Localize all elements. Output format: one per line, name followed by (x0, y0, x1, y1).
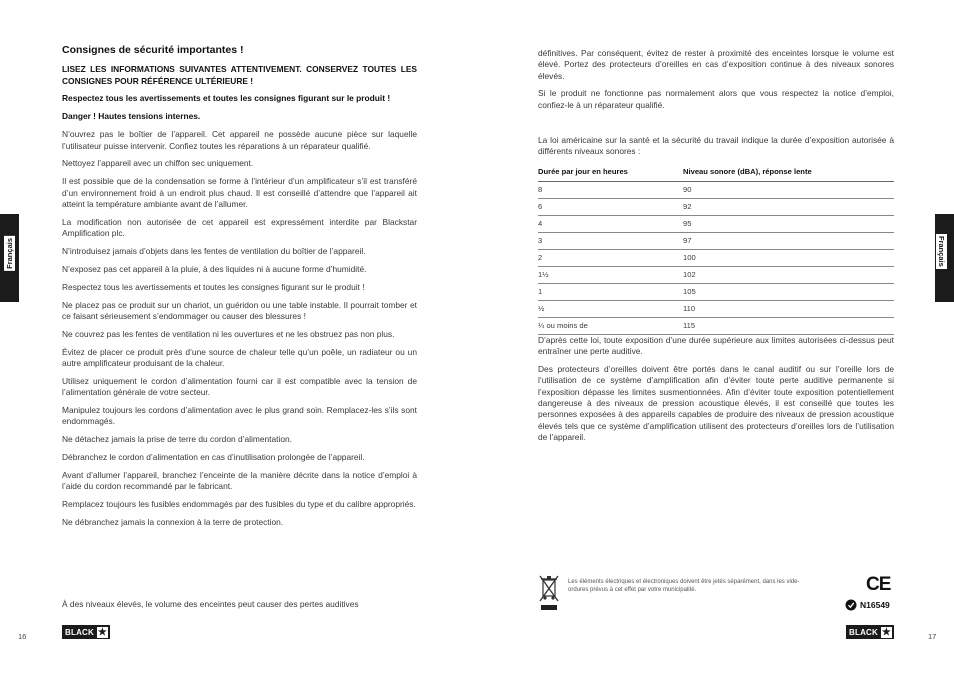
table-row (538, 233, 894, 250)
sound-level-cell: 97 (683, 233, 894, 250)
duration-cell: 6 (538, 199, 683, 216)
sound-level-cell: 90 (683, 182, 894, 199)
table-intro: La loi américaine sur la santé et la sécurité du travail indique la durée d’exposition autorisée à différents niveaux sonores : (538, 135, 894, 157)
sound-level-cell: 95 (683, 216, 894, 233)
ce-mark-icon: CE (866, 574, 891, 595)
safety-paragraph: Ne couvrez pas les fentes de ventilation ni les ouvertures et ne les obstruez pas non plus. (62, 328, 395, 339)
hearing-paragraph: Si le produit ne fonctionne pas normalement alors que vous respectez la notice d’emploi, confiez-le à un réparateur qualifié. (538, 88, 894, 110)
safety-paragraph: La modification non autorisée de cet appareil est expressément interdite par Blackstar Amplification plc. (62, 216, 417, 239)
safety-paragraph: Il est possible que de la condensation se forme à l’intérieur d’un amplificateur s’il est transféré d’un environnement froid à un endroit plus chaud. Il est conseillé d’attendre que l’appareil ait atteint la température ambiante avant de l’allumer. (62, 176, 417, 209)
sound-level-cell: 115 (683, 318, 894, 335)
table-row (538, 199, 894, 216)
ctick-mark (845, 599, 890, 611)
duration-cell: 1 (538, 284, 683, 301)
table-header-row (538, 164, 894, 182)
duration-cell: ½ (538, 301, 683, 318)
safety-column (62, 45, 417, 535)
safety-paragraph: Respectez tous les avertissements et toutes les consignes figurant sur le produit ! (62, 281, 365, 292)
table-row (538, 182, 894, 199)
noise-exposure-table (538, 164, 894, 335)
language-tab-label: Français (5, 238, 14, 269)
table-row (538, 267, 894, 284)
page-heading: Consignes de sécurité importantes ! (62, 44, 244, 56)
hearing-column (538, 48, 894, 118)
hearing-paragraph: définitives. Par conséquent, évitez de rester à proximité des enceintes lorsque le volume est élevé. Portez des protecteurs d’oreilles en cas d’exposition continue à des niveaux sonores élevés. (538, 48, 894, 81)
duration-cell: 3 (538, 233, 683, 250)
table-row (538, 318, 894, 335)
safety-paragraph: Débranchez le cordon d’alimentation en cas d’inutilisation prolongée de l’appareil. (62, 452, 365, 463)
table-header: Durée par jour en heures (538, 164, 683, 182)
duration-cell: ¼ ou moins de (538, 318, 683, 335)
hearing-paragraphs (538, 48, 894, 111)
bold-danger: Danger ! Hautes tensions internes. (62, 111, 201, 122)
safety-paragraph: Manipulez toujours les cordons d’alimentation avec le plus grand soin. Remplacez-les s’ils sont endommagés. (62, 405, 417, 427)
safety-paragraph: Avant d’allumer l’appareil, branchez l’enceinte de la manière décrite dans la notice d’emploi à l’aide du cordon recommandé par le fabricant. (62, 470, 417, 492)
safety-paragraphs (62, 129, 417, 528)
safety-paragraph: Ne débranchez jamais la connexion à la terre de protection. (62, 517, 284, 528)
duration-cell: 4 (538, 216, 683, 233)
safety-paragraph: Ne placez pas ce produit sur un chariot, un guéridon ou une table instable. Il pourrait tomber et ce faisant sérieusement s’endommager ou causer des blessures ! (62, 299, 417, 321)
safety-paragraph: Nettoyez l’appareil avec un chiffon sec uniquement. (62, 158, 254, 169)
page-number: 16 (18, 632, 27, 641)
logo-text: BLACK (65, 627, 94, 637)
hearing-paragraph-start: À des niveaux élevés, le volume des enceintes peut causer des pertes auditives (62, 599, 359, 609)
language-tab-label: Français (937, 236, 946, 267)
safety-paragraph: Ne détachez jamais la prise de terre du cordon d’alimentation. (62, 434, 292, 445)
ctick-icon (845, 599, 857, 611)
sound-level-cell: 100 (683, 250, 894, 267)
table-row (538, 301, 894, 318)
bold-respect: Respectez tous les avertissements et toutes les consignes figurant sur le produit ! (62, 93, 391, 104)
duration-cell: 1½ (538, 267, 683, 284)
duration-cell: 2 (538, 250, 683, 267)
duration-cell: 8 (538, 182, 683, 199)
safety-paragraph: N’introduisez jamais d’objets dans les fentes de ventilation du boîtier de l’appareil. (62, 246, 366, 257)
blackstar-logo (846, 625, 894, 639)
table-row (538, 250, 894, 267)
sound-level-cell: 102 (683, 267, 894, 284)
table-row (538, 284, 894, 301)
ctick-label: N16549 (860, 600, 890, 610)
safety-paragraph: Utilisez uniquement le cordon d’alimentation fourni car il est compatible avec la tension de l’alimentation générale de votre secteur. (62, 375, 417, 398)
sound-level-cell: 110 (683, 301, 894, 318)
bold-intro: LISEZ LES INFORMATIONS SUIVANTES ATTENTIVEMENT. CONSERVEZ TOUTES LES CONSIGNES POUR RÉFÉRENCE ULTÉRIEURE ! (62, 64, 417, 86)
safety-paragraph: N’ouvrez pas le boîtier de l’appareil. Cet appareil ne possède aucune pièce sur laquelle l’utilisateur puisse intervenir. Confiez toutes les réparations à un réparateur qualifié. (62, 129, 417, 151)
right-page (477, 0, 954, 677)
weee-notice: Les éléments électriques et électroniques doivent être jetés séparément, dans les vide-ordures prévus à cet effet par votre municipalité. (568, 579, 800, 593)
logo-text: BLACK (849, 627, 878, 637)
hearing-paragraph: Des protecteurs d’oreilles doivent être portés dans le canal auditif ou sur l’oreille lors de l’utilisation de ce système d’amplification afin d’éviter toute perte auditive permanente si l’exposition dépasse les limites susmentionnées. Afin d’éviter toute exposition potentiellement dangereuse à des niveaux de pression acoustique élevés, il est conseillé que toutes les personnes exposées à des appareils capables de produire des niveaux de pression acoustique élevés tels que ce système d’amplification utilisent des protecteurs d’oreilles lors de l’utilisation de l’appareil. (538, 364, 894, 442)
hearing-protection-paragraphs (538, 335, 894, 443)
blackstar-logo (62, 625, 110, 639)
star-icon: ★ (97, 626, 108, 638)
sound-level-cell: 92 (683, 199, 894, 216)
safety-paragraph: Remplacez toujours les fusibles endommagés par des fusibles du type et du calibre appropriés. (62, 499, 416, 510)
weee-bin-icon (538, 574, 560, 612)
hearing-paragraph: D’après cette loi, toute exposition d’une durée supérieure aux limites autorisées ci-dessus peut entraîner une perte auditive. (538, 335, 894, 357)
table-row (538, 216, 894, 233)
table-header: Niveau sonore (dBA), réponse lente (683, 164, 894, 182)
star-icon: ★ (881, 626, 892, 638)
safety-paragraph: Évitez de placer ce produit près d’une source de chaleur telle qu’un poêle, un radiateur ou un autre amplificateur produisant de la chaleur. (62, 346, 417, 369)
page-number: 17 (928, 632, 937, 641)
safety-paragraph: N’exposez pas cet appareil à la pluie, à des liquides ni à aucune forme d’humidité. (62, 263, 367, 274)
sound-level-cell: 105 (683, 284, 894, 301)
